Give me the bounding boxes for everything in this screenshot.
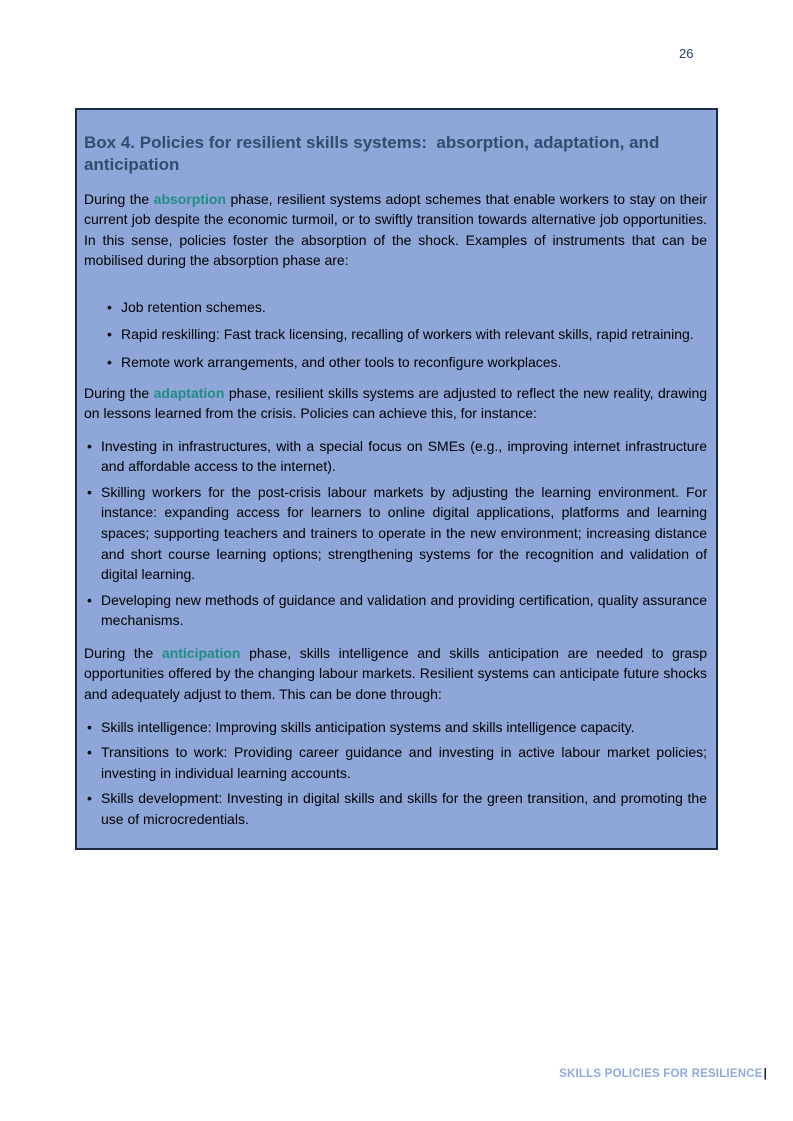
box4-callout bbox=[75, 108, 718, 850]
paragraph-text: phase, resilient systems adopt schemes that enable workers to stay on their current job despite the economic turmoil, or to swiftly transition towards alternative job opportunities. In this sense, policies foster the absorption of the shock. Examples of instruments that can be mobilised during the absorption phase are: bbox=[84, 190, 708, 269]
list-item: • Rapid reskilling: Fast track licensing, recalling of workers with relevant skills, rapid retraining. bbox=[84, 324, 707, 345]
page-footer bbox=[559, 1068, 767, 1080]
list-item: • Remote work arrangements, and other tools to reconfigure workplaces. bbox=[84, 352, 707, 373]
list-item: • Skills development: Investing in digital skills and skills for the green transition, and promoting the use of microcredentials. bbox=[84, 788, 707, 829]
bullet-list-anticipation bbox=[84, 717, 707, 830]
keyword-anticipation: anticipation bbox=[161, 644, 241, 661]
paragraph-text: phase, skills intelligence and skills anticipation are needed to grasp opportunities offered by the changing labour markets. Resilient systems can anticipate future shocks and adequately adjust to them. This can be done through: bbox=[84, 644, 707, 703]
bullet-list-adaptation bbox=[84, 436, 707, 631]
bullet-list-absorption bbox=[84, 297, 707, 373]
list-item: • Developing new methods of guidance and validation and providing certification, quality assurance mechanisms. bbox=[84, 590, 707, 631]
keyword-adaptation: adaptation bbox=[153, 384, 225, 401]
list-item: • Skilling workers for the post-crisis labour markets by adjusting the learning environment. For instance: expanding access for learners to online digital applications, platforms and learning spaces; supporting teachers and trainers to operate in the new environment; increasing distance and short course learning options; strengthening systems for the recognition and validation of digital learning. bbox=[84, 482, 707, 585]
list-item: • Skills intelligence: Improving skills anticipation systems and skills intelligence capacity. bbox=[84, 717, 707, 738]
paragraph-text: During the bbox=[84, 644, 162, 661]
list-item: • Transitions to work: Providing career guidance and investing in active labour market policies; investing in individual learning accounts. bbox=[84, 742, 707, 783]
list-item: • Investing in infrastructures, with a special focus on SMEs (e.g., improving internet infrastructure and affordable access to the internet). bbox=[84, 436, 707, 477]
page-number: 26 bbox=[679, 46, 694, 61]
paragraph-anticipation bbox=[84, 643, 707, 705]
keyword-absorption: absorption bbox=[153, 190, 227, 207]
paragraph-text: During the bbox=[84, 190, 154, 207]
footer-separator: | bbox=[763, 1068, 767, 1080]
footer-title: SKILLS POLICIES FOR RESILIENCE bbox=[559, 1068, 763, 1080]
box-title: Box 4. Policies for resilient skills systems: absorption, adaptation, and anticipation bbox=[84, 133, 665, 174]
paragraph-text: phase, resilient skills systems are adjusted to reflect the new reality, drawing on lessons learned from the crisis. Policies can achieve this, for instance: bbox=[84, 384, 708, 422]
list-item: • Job retention schemes. bbox=[84, 297, 707, 318]
paragraph-absorption bbox=[84, 189, 707, 271]
paragraph-adaptation bbox=[84, 383, 707, 424]
paragraph-text: During the bbox=[84, 384, 154, 401]
